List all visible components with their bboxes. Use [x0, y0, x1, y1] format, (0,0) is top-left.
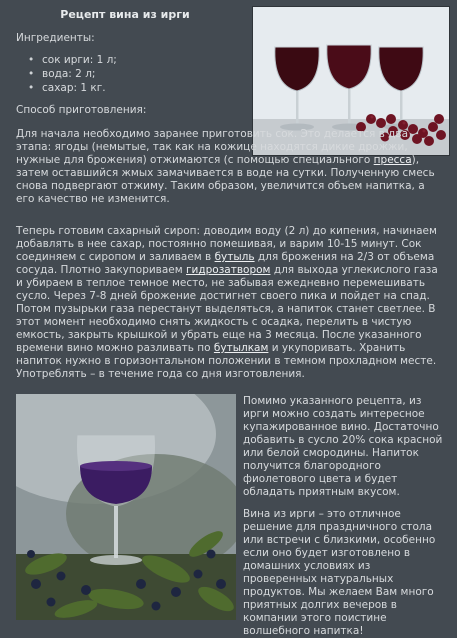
ingredients-heading: Ингредиенты:: [16, 32, 95, 44]
text-span: и укупоривать. Хранить напиток нужно в горизонтальном положении в темном прохладном месте. Употреблять – в течение года со дня изготовления.: [16, 342, 437, 380]
bottle-link[interactable]: бутыль: [214, 251, 255, 263]
paragraph-syrup: [16, 225, 446, 381]
article-title: Рецепт вина из ирги: [60, 8, 190, 21]
text-span: Теперь готовим сахарный сироп: доводим воду (2 л) до кипения, начинаем добавлять в нее сахар, постоянно помешивая, и варим 10-15 минут. Сок соединяем с сиропом и заливаем в: [16, 225, 437, 263]
ingredient-item: • сахар: 1 кг.: [28, 82, 117, 95]
berry-wine-photo: [16, 394, 236, 620]
paragraph-juice: [16, 128, 446, 206]
text-span: для выхода углекислого газа и убираем в теплое темное место, не забывая ежедневно перемешивать сусло. Через 7-8 дней брожение достигнет своего пика и пойдет на спад. Потом пузырьки газа перестанут выделяться, а напиток станет светлее. В этот момент необходимо снять жидкость с осадка, перелить в чистую емкость, закрыть крышкой и убрать еще на 3 месяца. После указанного времени вино можно разливать по: [16, 264, 438, 354]
paragraph-conclusion: Вина из ирги – это отличное решение для праздничного стола или встречи с близкими, особенно если оно будет изготовлено в домашних условиях из проверенных натуральных продуктов. Мы желаем Вам много приятных долгих вечеров в компании этого поистине волшебного напитка!: [243, 508, 436, 637]
method-heading: Способ приготовления:: [16, 104, 147, 116]
bottles-link[interactable]: бутылкам: [213, 342, 269, 354]
airlock-link[interactable]: гидрозатвором: [186, 264, 271, 276]
press-link[interactable]: пресса: [373, 154, 412, 166]
ingredient-item: • сок ирги: 1 л;: [28, 54, 117, 67]
text-span: Для начала необходимо заранее приготовить сок. Это делается в два этапа: ягоды (немытые, так как на кожице находятся дикие дрожжи, нужные для брожения) отжимаются (с помощью специального: [16, 128, 409, 166]
text-span: для брожения на 2/3 от объема сосуда. Плотно закупориваем: [16, 251, 435, 276]
paragraph-blend: Помимо указанного рецепта, из ирги можно создать интересное купажированное вино. Достаточно добавить в сусло 20% сока красной или белой смородины. Напиток получится благородного фиолетового цвета и будет обладать приятным вкусом.: [243, 395, 443, 498]
ingredient-item: • вода: 2 л;: [28, 68, 117, 81]
ingredients-list: [28, 54, 117, 96]
text-span: ), затем оставшийся жмых замачивается в воде на сутки. Полученную смесь снова подвергают отжиму. Таким образом, увеличится объем напитка, а его качество не изменится.: [16, 154, 435, 205]
